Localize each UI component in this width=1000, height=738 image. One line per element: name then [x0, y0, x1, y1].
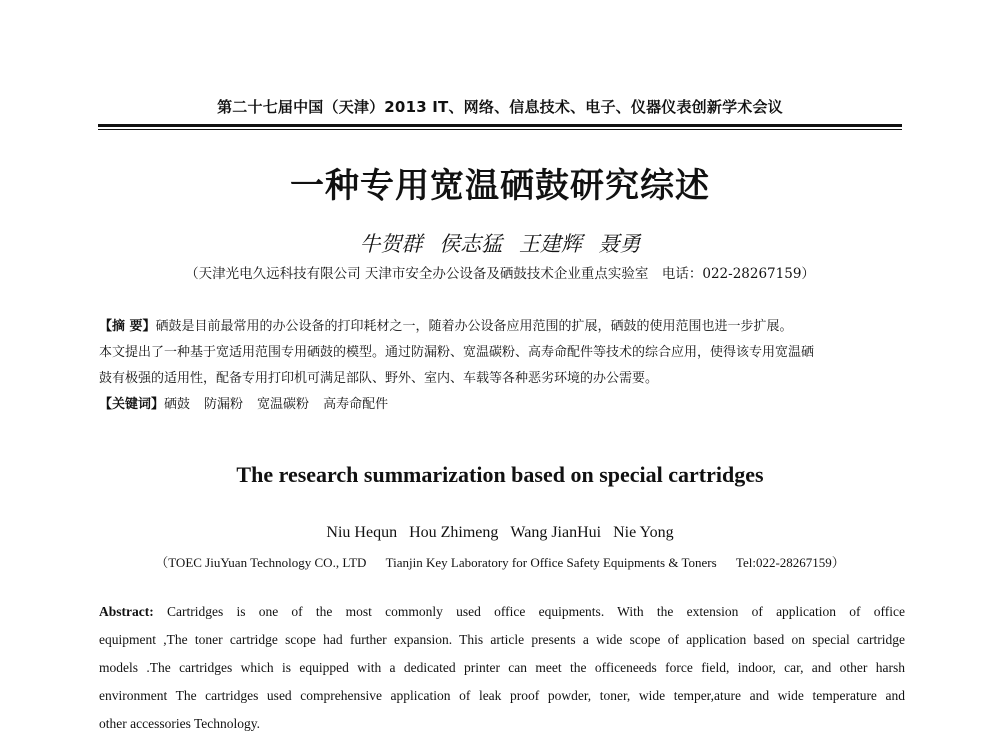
english-affiliation: [0, 552, 1000, 571]
header-rule-thin: [98, 129, 902, 130]
affiliation-lab: Tianjin Key Laboratory for Office Safety Equipments & Toners: [385, 555, 717, 570]
keywords-cn-label: 【关键词】: [99, 397, 165, 412]
author-en: Hou Zhimeng: [409, 524, 499, 541]
author-en: Niu Hequn: [326, 524, 398, 541]
author-cn: 牛贺群: [359, 232, 423, 256]
keyword: 高寿命配件: [323, 397, 389, 412]
abstract-cn-label: 【摘 要】: [99, 319, 156, 334]
english-abstract: [99, 598, 905, 738]
abstract-en-line: Abstract: Cartridges is one of the most commonly used office equipments. With the extension of application of office: [99, 604, 905, 619]
abstract-cn-line: 鼓有极强的适用性，配备专用打印机可满足部队、野外、室内、车载等各种恶劣环境的办公需要。: [99, 371, 659, 386]
chinese-authors: [0, 228, 1000, 258]
chinese-title: 一种专用宽温硒鼓研究综述: [290, 166, 710, 206]
abstract-en-label: Abstract:: [99, 604, 154, 619]
abstract-en-line: other accessories Technology.: [99, 716, 260, 731]
english-authors: [0, 524, 1000, 542]
chinese-keywords: [99, 392, 899, 418]
keyword: 硒鼓: [164, 397, 191, 412]
keyword: 宽温碳粉: [257, 397, 310, 412]
chinese-affiliation: （天津光电久远科技有限公司 天津市安全办公设备及硒鼓技术企业重点实验室 电话：022-28267159）: [185, 266, 815, 282]
abstract-en-line: environment The cartridges used comprehensive application of leak proof powder, toner, wide temper,ature and wide temperature and: [99, 688, 905, 703]
abstract-en-line: models .The cartridges which is equipped with a dedicated printer can meet the officeneeds force field, indoor, car, and other harsh: [99, 660, 905, 675]
chinese-abstract: [99, 314, 899, 418]
abstract-cn-line: 【摘 要】硒鼓是目前最常用的办公设备的打印耗材之一，随着办公设备应用范围的扩展，硒鼓的使用范围也进一步扩展。: [99, 319, 793, 334]
affiliation-company: （TOEC JiuYuan Technology CO., LTD: [155, 555, 367, 570]
author-cn: 侯志猛: [439, 232, 503, 256]
author-cn: 聂勇: [598, 232, 641, 256]
author-en: Nie Yong: [613, 524, 674, 541]
author-cn: 王建辉: [518, 232, 582, 256]
conference-header: 第二十七届中国（天津）2013 IT、网络、信息技术、电子、仪器仪表创新学术会议: [217, 98, 783, 116]
header-rule-thick: [98, 124, 902, 127]
affiliation-tel: Tel:022-28267159）: [735, 555, 845, 570]
abstract-en-line: equipment ,The toner cartridge scope had further expansion. This article presents a wide scope of application based on special cartridge: [99, 632, 905, 647]
english-title: The research summarization based on special cartridges: [236, 462, 764, 487]
author-en: Wang JianHui: [510, 524, 602, 541]
keyword: 防漏粉: [204, 397, 244, 412]
abstract-cn-line: 本文提出了一种基于宽适用范围专用硒鼓的模型。通过防漏粉、宽温碳粉、高寿命配件等技术的综合应用，使得该专用宽温硒: [99, 345, 815, 360]
